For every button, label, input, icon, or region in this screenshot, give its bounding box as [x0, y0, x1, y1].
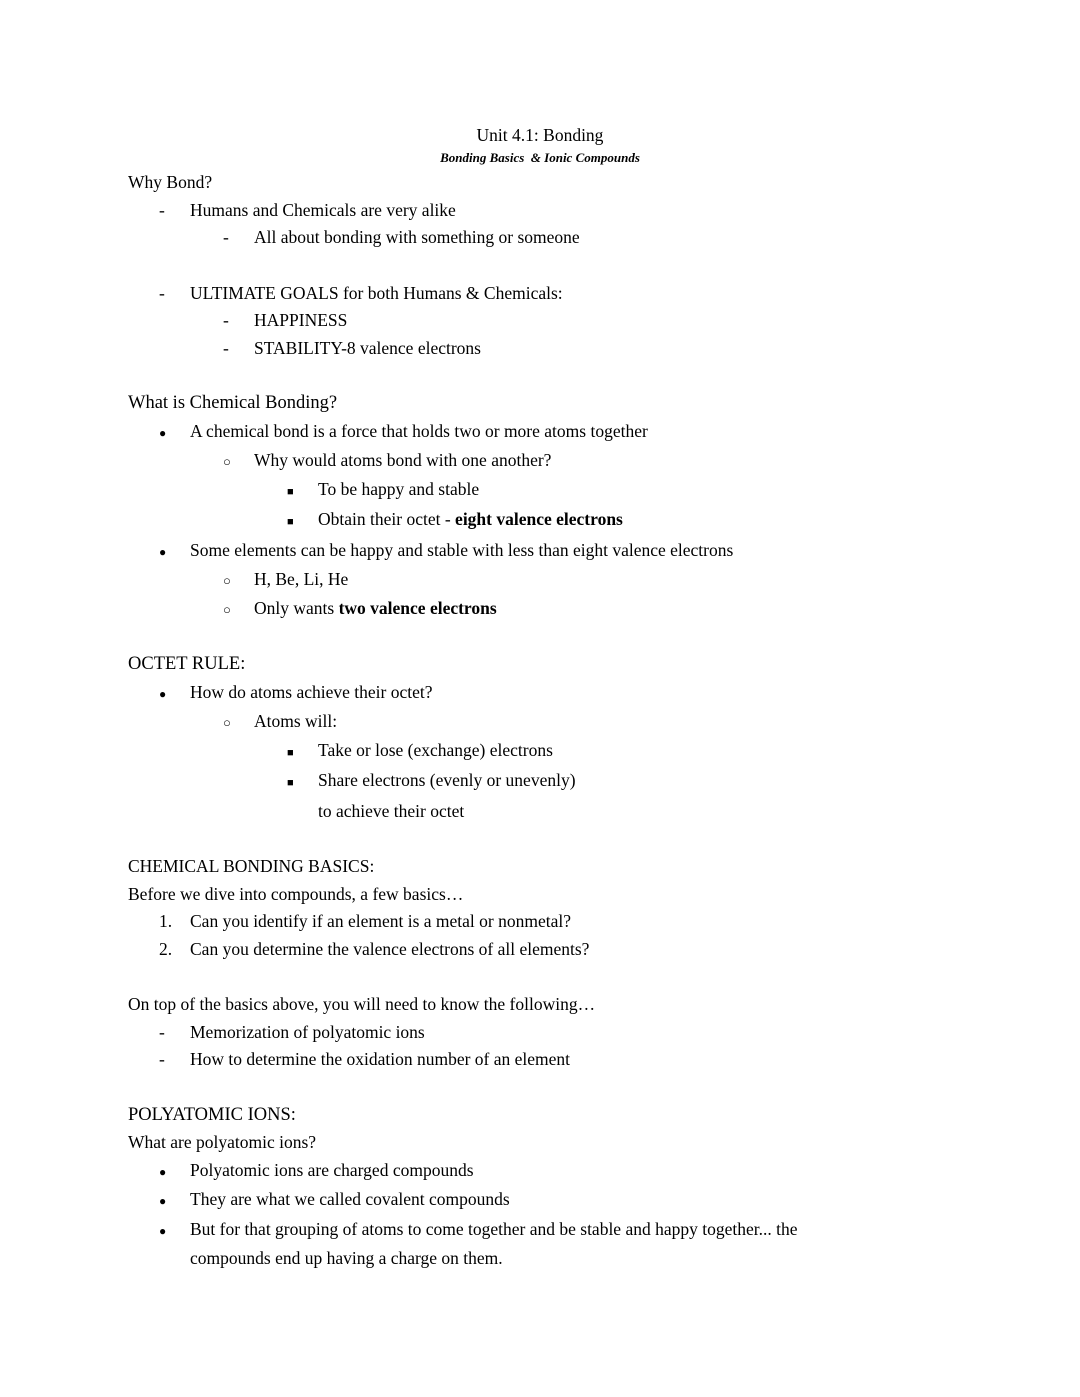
dash-marker: - — [159, 1049, 165, 1069]
list-item: ● Polyatomic ions are charged compounds — [0, 1157, 1080, 1187]
section-heading: Why Bond? — [128, 172, 213, 192]
dash-marker: - — [223, 227, 229, 247]
list-item: ● How do atoms achieve their octet? — [0, 679, 1080, 709]
list-item: - STABILITY-8 valence electrons — [0, 335, 1080, 363]
spacer — [0, 825, 1080, 853]
dash-marker: - — [159, 1021, 165, 1042]
square-marker: ■ — [287, 516, 294, 528]
numbered-item: 1. Can you identify if an element is a metal or nonmetal? — [0, 908, 1080, 936]
list-item: ■ Obtain their octet - eight valence electrons — [0, 506, 1080, 537]
list-item-continuation: to achieve their octet — [318, 800, 465, 821]
bullet-marker: ● — [159, 1164, 167, 1179]
list-item-continuation: compounds end up having a charge on them. — [190, 1248, 503, 1268]
square-marker: ■ — [287, 746, 294, 759]
section-heading: CHEMICAL BONDING BASICS: — [128, 856, 375, 876]
circle-marker: ○ — [223, 454, 231, 469]
dash-marker: - — [159, 282, 165, 303]
list-item: - HAPPINESS — [0, 307, 1080, 335]
bullet-marker: ● — [159, 686, 167, 701]
dash-marker: - — [159, 199, 165, 220]
square-marker: ■ — [287, 485, 294, 498]
spacer — [0, 362, 1080, 390]
square-marker: ■ — [287, 777, 294, 789]
bold-text: eight valence electrons — [455, 509, 623, 529]
list-item: - ULTIMATE GOALS for both Humans & Chemicals: — [0, 280, 1080, 308]
paragraph: Before we dive into compounds, a few basics… — [128, 883, 464, 904]
list-item: ■ Take or lose (exchange) electrons — [0, 737, 1080, 768]
list-item: ● A chemical bond is a force that holds two or more atoms together — [0, 418, 1080, 448]
list-item: - Humans and Chemicals are very alike — [0, 197, 1080, 225]
paragraph: On top of the basics above, you will need to know the following… — [128, 994, 596, 1014]
bullet-marker: ● — [159, 1194, 167, 1208]
number-marker: 1. — [159, 911, 173, 931]
doc-title: Unit 4.1: Bonding — [476, 125, 604, 145]
list-item: - Memorization of polyatomic ions — [0, 1019, 1080, 1047]
list-item: ● They are what we called covalent compounds — [0, 1186, 1080, 1216]
list-item: ■ Share electrons (evenly or unevenly) — [0, 767, 1080, 798]
dash-marker: - — [223, 310, 229, 330]
list-item: ○ Atoms will: — [0, 708, 1080, 737]
bullet-marker: ● — [159, 1223, 167, 1238]
list-item: ○ Only wants two valence electrons — [0, 595, 1080, 624]
bold-text: two valence electrons — [338, 597, 497, 618]
spacer — [0, 1074, 1080, 1102]
list-item: ○ H, Be, Li, He — [0, 566, 1080, 595]
list-item: ○ Why would atoms bond with one another? — [0, 447, 1080, 476]
bullet-marker: ● — [159, 544, 167, 559]
number-marker: 2. — [159, 938, 173, 959]
section-heading: What is Chemical Bonding? — [128, 393, 338, 413]
bullet-marker: ● — [159, 425, 167, 440]
spacer — [0, 963, 1080, 991]
circle-marker: ○ — [223, 601, 231, 617]
numbered-item: 2. Can you determine the valence electrons of all elements? — [0, 936, 1080, 964]
circle-marker: ○ — [223, 715, 231, 730]
list-item: - All about bonding with something or someone — [0, 224, 1080, 252]
list-item: ● Some elements can be happy and stable with less than eight valence electrons — [0, 537, 1080, 567]
paragraph: What are polyatomic ions? — [128, 1132, 317, 1152]
section-heading: POLYATOMIC IONS: — [128, 1104, 296, 1125]
list-item: ● But for that grouping of atoms to come together and be stable and happy together... the — [0, 1216, 1080, 1246]
spacer — [0, 252, 1080, 280]
spacer — [0, 623, 1080, 651]
list-item: - How to determine the oxidation number of an element — [0, 1046, 1080, 1074]
doc-subtitle: Bonding Basics & Ionic Compounds — [440, 150, 640, 165]
circle-marker: ○ — [223, 573, 231, 588]
dash-marker: - — [223, 337, 229, 358]
list-item: ■ To be happy and stable — [0, 476, 1080, 507]
section-heading: OCTET RULE: — [128, 654, 246, 674]
